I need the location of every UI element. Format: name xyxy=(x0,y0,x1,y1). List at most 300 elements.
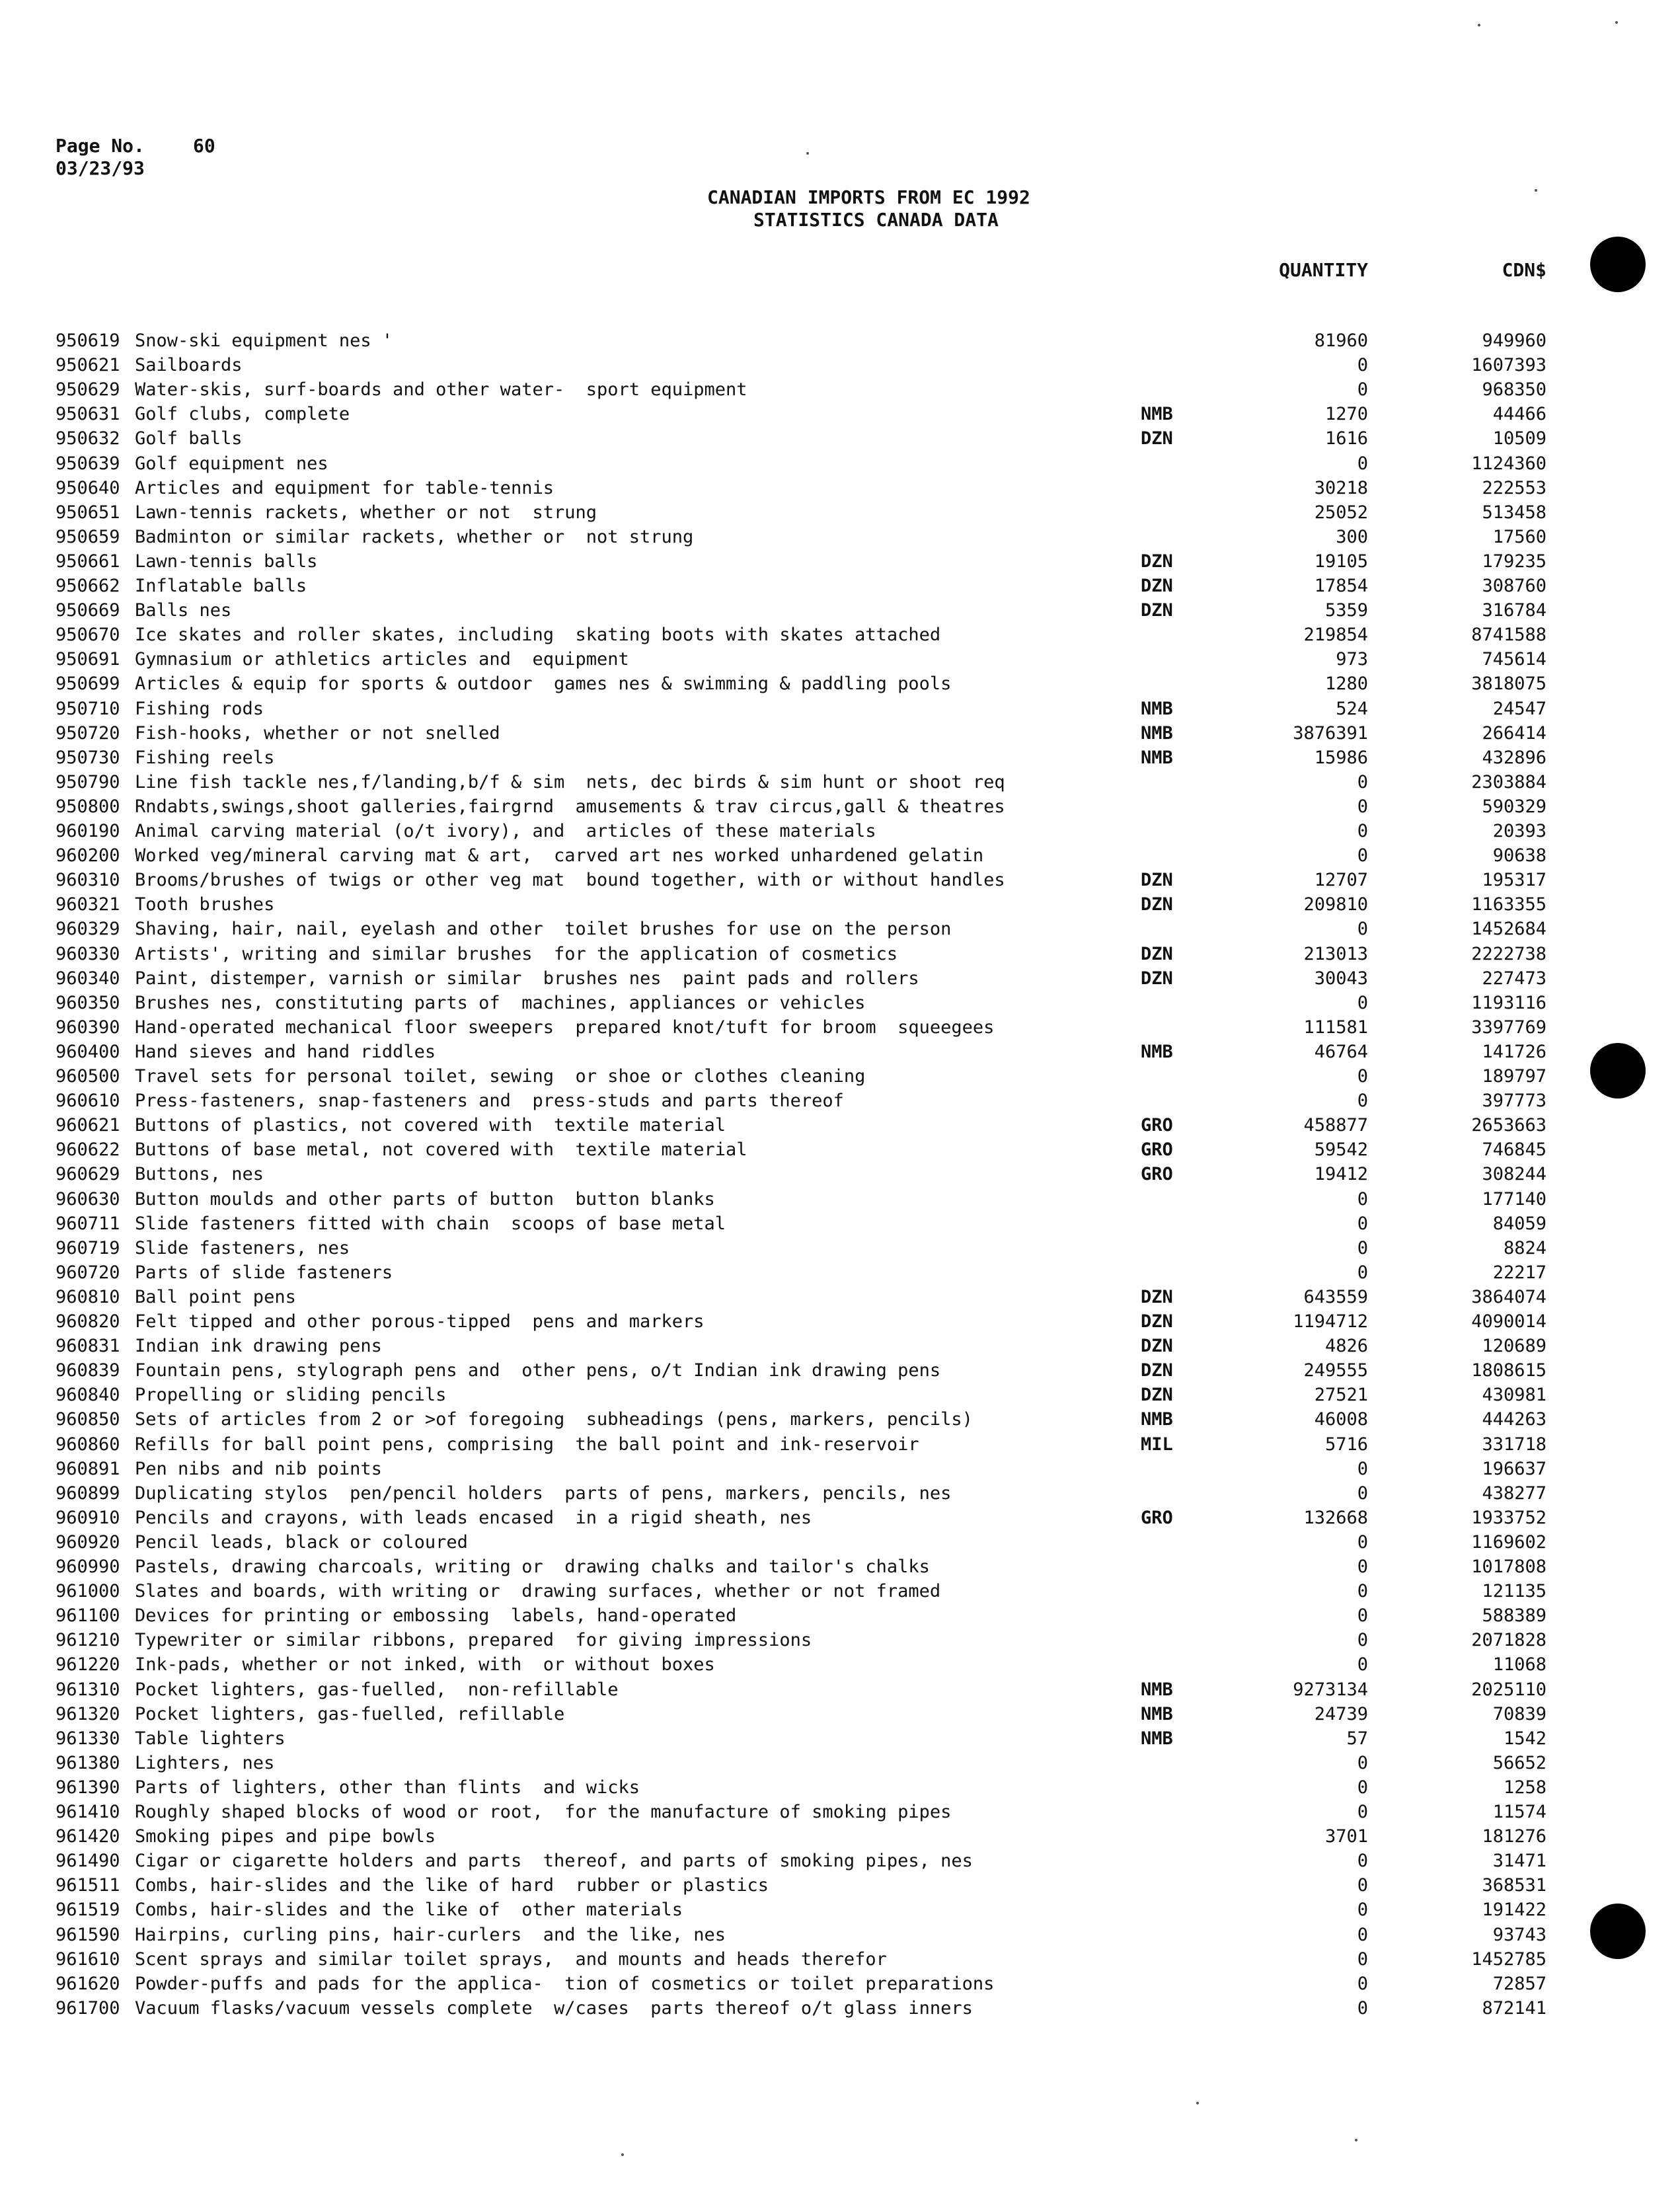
row-description: Worked veg/mineral carving mat & art, carved art nes worked unhardened gelatin xyxy=(135,845,984,866)
row-code: 961700 xyxy=(56,1997,120,2019)
row-value: 121135 xyxy=(1482,1581,1546,1602)
row-value: 430981 xyxy=(1482,1385,1546,1406)
row-unit: DZN xyxy=(1141,1336,1173,1357)
row-unit: NMB xyxy=(1141,747,1173,768)
row-description: Ice skates and roller skates, including skating boots with skates attached xyxy=(135,625,941,646)
row-value: 2653663 xyxy=(1471,1115,1546,1136)
row-description: Fishing rods xyxy=(135,698,264,719)
row-code: 950670 xyxy=(56,625,120,646)
row-value: 444263 xyxy=(1482,1409,1546,1430)
row-code: 950720 xyxy=(56,722,120,744)
row-unit: GRO xyxy=(1141,1139,1173,1161)
row-description: Refills for ball point pens, comprising the ball point and ink-reservoir xyxy=(135,1434,919,1455)
row-description: Water-skis, surf-boards and other water- sport equipment xyxy=(135,379,747,401)
row-value: 308760 xyxy=(1482,576,1546,596)
row-description: Pen nibs and nib points xyxy=(135,1458,382,1479)
row-unit: NMB xyxy=(1141,1679,1173,1700)
row-value: 1452684 xyxy=(1471,919,1546,940)
row-code: 960810 xyxy=(56,1286,120,1307)
row-quantity: 132668 xyxy=(1303,1507,1368,1528)
row-code: 950631 xyxy=(56,404,120,425)
row-quantity: 0 xyxy=(1357,1997,1368,2019)
row-description: Scent sprays and similar toilet sprays, and mounts and heads therefor xyxy=(135,1948,887,1970)
row-quantity: 973 xyxy=(1336,649,1368,670)
row-value: 120689 xyxy=(1482,1336,1546,1357)
row-quantity: 0 xyxy=(1357,1924,1368,1945)
row-value: 513458 xyxy=(1482,502,1546,523)
row-quantity: 0 xyxy=(1357,845,1368,866)
row-code: 950621 xyxy=(56,355,120,376)
row-unit: NMB xyxy=(1141,1703,1173,1724)
row-code: 950662 xyxy=(56,576,120,596)
row-quantity: 24739 xyxy=(1314,1703,1368,1724)
row-unit: DZN xyxy=(1141,968,1173,989)
row-code: 960329 xyxy=(56,919,120,940)
row-value: 1258 xyxy=(1503,1777,1546,1798)
row-quantity: 0 xyxy=(1357,1458,1368,1479)
row-quantity: 19105 xyxy=(1314,551,1368,572)
row-description: Powder-puffs and pads for the applica- tion of cosmetics or toilet preparations xyxy=(135,1973,995,1994)
row-quantity: 0 xyxy=(1357,992,1368,1013)
row-description: Pocket lighters, gas-fuelled, non-refillable xyxy=(135,1679,619,1700)
row-code: 960860 xyxy=(56,1434,120,1455)
row-code: 960321 xyxy=(56,894,120,915)
row-quantity: 25052 xyxy=(1314,502,1368,523)
row-quantity: 209810 xyxy=(1303,894,1368,915)
row-code: 960350 xyxy=(56,992,120,1013)
row-value: 8741588 xyxy=(1471,625,1546,646)
row-unit: DZN xyxy=(1141,1311,1173,1332)
row-description: Slide fasteners, nes xyxy=(135,1237,350,1258)
binder-hole-top xyxy=(1590,237,1646,292)
row-value: 1933752 xyxy=(1471,1507,1546,1528)
row-quantity: 0 xyxy=(1357,1875,1368,1896)
row-unit: NMB xyxy=(1141,404,1173,425)
row-quantity: 3701 xyxy=(1324,1826,1368,1847)
row-quantity: 0 xyxy=(1357,1531,1368,1553)
row-code: 960630 xyxy=(56,1188,120,1210)
row-unit: GRO xyxy=(1141,1507,1173,1528)
row-quantity: 57 xyxy=(1346,1728,1368,1749)
scan-speck xyxy=(1615,21,1618,24)
row-description: Lawn-tennis balls xyxy=(135,551,318,572)
binder-hole-bottom xyxy=(1590,1904,1646,1959)
row-code: 960711 xyxy=(56,1213,120,1234)
row-quantity: 59542 xyxy=(1314,1139,1368,1161)
row-value: 3818075 xyxy=(1471,674,1546,695)
row-value: 3397769 xyxy=(1471,1017,1546,1038)
row-unit: NMB xyxy=(1141,1728,1173,1749)
row-value: 1808615 xyxy=(1471,1360,1546,1381)
row-quantity: 15986 xyxy=(1314,747,1368,768)
row-code: 960330 xyxy=(56,943,120,964)
row-value: 746845 xyxy=(1482,1139,1546,1161)
row-unit: DZN xyxy=(1141,1286,1173,1307)
row-code: 950800 xyxy=(56,796,120,817)
row-code: 950730 xyxy=(56,747,120,768)
row-quantity: 0 xyxy=(1357,1557,1368,1577)
row-value: 10509 xyxy=(1492,428,1546,449)
row-quantity: 0 xyxy=(1357,1948,1368,1970)
row-description: Button moulds and other parts of button button blanks xyxy=(135,1188,715,1210)
row-quantity: 111581 xyxy=(1303,1017,1368,1038)
row-code: 950699 xyxy=(56,674,120,695)
row-description: Rndabts,swings,shoot galleries,fairgrnd amusements & trav circus,gall & theatres xyxy=(135,796,1005,817)
row-quantity: 458877 xyxy=(1303,1115,1368,1136)
row-value: 588389 xyxy=(1482,1605,1546,1627)
row-value: 191422 xyxy=(1482,1900,1546,1921)
row-code: 960390 xyxy=(56,1017,120,1038)
row-quantity: 0 xyxy=(1357,796,1368,817)
row-quantity: 0 xyxy=(1357,1091,1368,1112)
row-value: 222553 xyxy=(1482,477,1546,498)
row-code: 960200 xyxy=(56,845,120,866)
row-quantity: 0 xyxy=(1357,1581,1368,1602)
row-description: Cigar or cigarette holders and parts thereof, and parts of smoking pipes, nes xyxy=(135,1851,973,1872)
row-unit: DZN xyxy=(1141,428,1173,449)
scan-speck xyxy=(1478,24,1480,26)
row-description: Duplicating stylos pen/pencil holders parts of pens, markers, pencils, nes xyxy=(135,1483,952,1504)
row-code: 960850 xyxy=(56,1409,120,1430)
row-value: 1169602 xyxy=(1471,1531,1546,1553)
row-code: 960340 xyxy=(56,968,120,989)
row-value: 745614 xyxy=(1482,649,1546,670)
row-quantity: 0 xyxy=(1357,379,1368,401)
row-description: Devices for printing or embossing labels, hand-operated xyxy=(135,1605,737,1627)
row-value: 2025110 xyxy=(1471,1679,1546,1700)
row-description: Line fish tackle nes,f/landing,b/f & sim nets, dec birds & sim hunt or shoot req xyxy=(135,771,1005,792)
row-description: Pastels, drawing charcoals, writing or drawing chalks and tailor's chalks xyxy=(135,1557,930,1577)
row-code: 950651 xyxy=(56,502,120,523)
row-quantity: 1616 xyxy=(1324,428,1368,449)
row-unit: DZN xyxy=(1141,576,1173,596)
row-quantity: 19412 xyxy=(1314,1164,1368,1185)
scan-speck xyxy=(1196,2102,1199,2104)
row-quantity: 0 xyxy=(1357,1777,1368,1798)
row-unit: MIL xyxy=(1141,1434,1173,1455)
row-description: Parts of lighters, other than flints and wicks xyxy=(135,1777,640,1798)
report-date: 03/23/93 xyxy=(56,157,145,179)
row-quantity: 1270 xyxy=(1324,404,1368,425)
scan-speck xyxy=(1535,189,1537,192)
row-quantity: 0 xyxy=(1357,1262,1368,1283)
row-quantity: 0 xyxy=(1357,1900,1368,1921)
row-value: 72857 xyxy=(1492,1973,1546,1994)
row-unit: DZN xyxy=(1141,1360,1173,1381)
row-quantity: 0 xyxy=(1357,1237,1368,1258)
row-code: 960610 xyxy=(56,1091,120,1112)
row-value: 368531 xyxy=(1482,1875,1546,1896)
row-value: 17560 xyxy=(1492,526,1546,547)
row-description: Felt tipped and other porous-tipped pens and markers xyxy=(135,1311,705,1332)
row-quantity: 30218 xyxy=(1314,477,1368,498)
row-unit: GRO xyxy=(1141,1164,1173,1185)
row-quantity: 0 xyxy=(1357,1483,1368,1504)
row-description: Sets of articles from 2 or >of foregoing subheadings (pens, markers, pencils) xyxy=(135,1409,973,1430)
row-value: 1124360 xyxy=(1471,453,1546,474)
row-description: Lighters, nes xyxy=(135,1752,275,1773)
row-code: 961590 xyxy=(56,1924,120,1945)
row-description: Hand sieves and hand riddles xyxy=(135,1041,436,1062)
row-value: 93743 xyxy=(1492,1924,1546,1945)
row-value: 24547 xyxy=(1492,698,1546,719)
row-value: 44466 xyxy=(1492,404,1546,425)
row-code: 960920 xyxy=(56,1531,120,1553)
row-unit: NMB xyxy=(1141,698,1173,719)
row-description: Articles and equipment for table-tennis xyxy=(135,477,554,498)
row-unit: GRO xyxy=(1141,1115,1173,1136)
row-value: 949960 xyxy=(1482,330,1546,351)
row-description: Golf clubs, complete xyxy=(135,404,350,425)
row-code: 950640 xyxy=(56,477,120,498)
row-unit: DZN xyxy=(1141,870,1173,891)
row-value: 11574 xyxy=(1492,1802,1546,1822)
row-code: 961210 xyxy=(56,1630,120,1651)
row-description: Typewriter or similar ribbons, prepared for giving impressions xyxy=(135,1630,812,1651)
row-code: 950629 xyxy=(56,379,120,401)
row-quantity: 0 xyxy=(1357,1654,1368,1675)
row-value: 590329 xyxy=(1482,796,1546,817)
row-code: 950790 xyxy=(56,771,120,792)
row-quantity: 0 xyxy=(1357,1630,1368,1651)
row-description: Combs, hair-slides and the like of other materials xyxy=(135,1900,683,1921)
row-value: 1163355 xyxy=(1471,894,1546,915)
row-value: 189797 xyxy=(1482,1066,1546,1087)
row-quantity: 4826 xyxy=(1324,1336,1368,1357)
row-code: 960910 xyxy=(56,1507,120,1528)
row-quantity: 1280 xyxy=(1324,674,1368,695)
row-quantity: 643559 xyxy=(1303,1286,1368,1307)
row-description: Indian ink drawing pens xyxy=(135,1336,382,1357)
row-description: Pencils and crayons, with leads encased in a rigid sheath, nes xyxy=(135,1507,812,1528)
row-code: 960400 xyxy=(56,1041,120,1062)
row-code: 960629 xyxy=(56,1164,120,1185)
row-code: 960310 xyxy=(56,870,120,891)
row-value: 196637 xyxy=(1482,1458,1546,1479)
row-quantity: 17854 xyxy=(1314,576,1368,596)
row-code: 960891 xyxy=(56,1458,120,1479)
scan-speck xyxy=(806,152,809,155)
row-value: 1193116 xyxy=(1471,992,1546,1013)
row-code: 960820 xyxy=(56,1311,120,1332)
row-code: 961000 xyxy=(56,1581,120,1602)
row-code: 950632 xyxy=(56,428,120,449)
row-value: 181276 xyxy=(1482,1826,1546,1847)
row-quantity: 5716 xyxy=(1324,1434,1368,1455)
row-quantity: 12707 xyxy=(1314,870,1368,891)
row-code: 960500 xyxy=(56,1066,120,1087)
row-quantity: 300 xyxy=(1336,526,1368,547)
row-value: 177140 xyxy=(1482,1188,1546,1210)
row-code: 960990 xyxy=(56,1557,120,1577)
row-code: 961420 xyxy=(56,1826,120,1847)
row-description: Ball point pens xyxy=(135,1286,296,1307)
quantity-column-header: QUANTITY xyxy=(1279,259,1368,281)
page-number: 60 xyxy=(193,135,215,157)
row-quantity: 0 xyxy=(1357,821,1368,841)
report-subtitle: STATISTICS CANADA DATA xyxy=(753,209,999,231)
row-quantity: 0 xyxy=(1357,771,1368,792)
row-code: 950659 xyxy=(56,526,120,547)
row-description: Snow-ski equipment nes ' xyxy=(135,330,393,351)
row-description: Slates and boards, with writing or drawing surfaces, whether or not framed xyxy=(135,1581,941,1602)
row-code: 950691 xyxy=(56,649,120,670)
row-unit: NMB xyxy=(1141,1041,1173,1062)
row-value: 84059 xyxy=(1492,1213,1546,1234)
row-description: Pencil leads, black or coloured xyxy=(135,1531,468,1553)
row-value: 4090014 xyxy=(1471,1311,1546,1332)
row-quantity: 27521 xyxy=(1314,1385,1368,1406)
row-unit: DZN xyxy=(1141,894,1173,915)
row-value: 11068 xyxy=(1492,1654,1546,1675)
row-code: 960190 xyxy=(56,821,120,841)
row-description: Sailboards xyxy=(135,355,243,376)
row-description: Pocket lighters, gas-fuelled, refillable xyxy=(135,1703,565,1724)
scan-speck xyxy=(621,2153,624,2156)
row-code: 950661 xyxy=(56,551,120,572)
row-code: 961519 xyxy=(56,1900,120,1921)
row-quantity: 0 xyxy=(1357,1752,1368,1773)
row-value: 2222738 xyxy=(1471,943,1546,964)
row-value: 2303884 xyxy=(1471,771,1546,792)
row-code: 950669 xyxy=(56,600,120,621)
row-description: Buttons of base metal, not covered with textile material xyxy=(135,1139,747,1161)
row-quantity: 30043 xyxy=(1314,968,1368,989)
row-value: 22217 xyxy=(1492,1262,1546,1283)
row-quantity: 0 xyxy=(1357,1605,1368,1627)
row-code: 961490 xyxy=(56,1851,120,1872)
row-value: 1607393 xyxy=(1471,355,1546,376)
row-description: Animal carving material (o/t ivory), and articles of these materials xyxy=(135,821,876,841)
row-description: Fishing reels xyxy=(135,747,275,768)
row-quantity: 1194712 xyxy=(1293,1311,1368,1332)
row-code: 961610 xyxy=(56,1948,120,1970)
row-code: 960719 xyxy=(56,1237,120,1258)
row-code: 960831 xyxy=(56,1336,120,1357)
row-description: Golf balls xyxy=(135,428,243,449)
row-value: 1452785 xyxy=(1471,1948,1546,1970)
row-code: 961380 xyxy=(56,1752,120,1773)
row-description: Articles & equip for sports & outdoor games nes & swimming & paddling pools xyxy=(135,674,952,695)
row-description: Table lighters xyxy=(135,1728,286,1749)
binder-hole-middle xyxy=(1590,1043,1646,1098)
row-unit: NMB xyxy=(1141,722,1173,744)
row-description: Tooth brushes xyxy=(135,894,275,915)
row-quantity: 81960 xyxy=(1314,330,1368,351)
row-code: 961330 xyxy=(56,1728,120,1749)
row-description: Brushes nes, constituting parts of machines, appliances or vehicles xyxy=(135,992,866,1013)
row-code: 960621 xyxy=(56,1115,120,1136)
row-quantity: 524 xyxy=(1336,698,1368,719)
row-description: Slide fasteners fitted with chain scoops of base metal xyxy=(135,1213,726,1234)
row-description: Inflatable balls xyxy=(135,576,307,596)
row-value: 90638 xyxy=(1492,845,1546,866)
row-quantity: 0 xyxy=(1357,1213,1368,1234)
row-quantity: 0 xyxy=(1357,453,1368,474)
row-value: 2071828 xyxy=(1471,1630,1546,1651)
row-description: Hand-operated mechanical floor sweepers prepared knot/tuft for broom squeegees xyxy=(135,1017,995,1038)
row-value: 438277 xyxy=(1482,1483,1546,1504)
row-description: Press-fasteners, snap-fasteners and press-studs and parts thereof xyxy=(135,1091,844,1112)
row-quantity: 0 xyxy=(1357,919,1368,940)
row-code: 961100 xyxy=(56,1605,120,1627)
page-label: Page No. xyxy=(56,135,145,157)
row-code: 961410 xyxy=(56,1802,120,1822)
row-value: 308244 xyxy=(1482,1164,1546,1185)
row-code: 961320 xyxy=(56,1703,120,1724)
row-quantity: 249555 xyxy=(1303,1360,1368,1381)
row-quantity: 213013 xyxy=(1303,943,1368,964)
row-description: Buttons of plastics, not covered with textile material xyxy=(135,1115,726,1136)
row-code: 960622 xyxy=(56,1139,120,1161)
row-value: 968350 xyxy=(1482,379,1546,401)
row-unit: DZN xyxy=(1141,943,1173,964)
row-code: 961390 xyxy=(56,1777,120,1798)
row-value: 432896 xyxy=(1482,747,1546,768)
row-code: 950619 xyxy=(56,330,120,351)
row-code: 961620 xyxy=(56,1973,120,1994)
row-code: 960720 xyxy=(56,1262,120,1283)
row-value: 31471 xyxy=(1492,1851,1546,1872)
row-quantity: 0 xyxy=(1357,1973,1368,1994)
row-value: 872141 xyxy=(1482,1997,1546,2019)
row-value: 179235 xyxy=(1482,551,1546,572)
row-code: 960840 xyxy=(56,1385,120,1406)
row-description: Roughly shaped blocks of wood or root, for the manufacture of smoking pipes xyxy=(135,1802,952,1822)
row-description: Brooms/brushes of twigs or other veg mat bound together, with or without handles xyxy=(135,870,1005,891)
row-value: 1017808 xyxy=(1471,1557,1546,1577)
row-value: 3864074 xyxy=(1471,1286,1546,1307)
row-value: 266414 xyxy=(1482,722,1546,744)
row-description: Propelling or sliding pencils xyxy=(135,1385,447,1406)
row-quantity: 0 xyxy=(1357,1066,1368,1087)
row-value: 56652 xyxy=(1492,1752,1546,1773)
row-quantity: 0 xyxy=(1357,1188,1368,1210)
row-value: 70839 xyxy=(1492,1703,1546,1724)
row-description: Badminton or similar rackets, whether or not strung xyxy=(135,526,694,547)
row-quantity: 46764 xyxy=(1314,1041,1368,1062)
row-value: 195317 xyxy=(1482,870,1546,891)
row-value: 20393 xyxy=(1492,821,1546,841)
row-description: Hairpins, curling pins, hair-curlers and the like, nes xyxy=(135,1924,726,1945)
scan-speck xyxy=(1355,2139,1357,2141)
row-value: 331718 xyxy=(1482,1434,1546,1455)
row-code: 960839 xyxy=(56,1360,120,1381)
row-unit: DZN xyxy=(1141,1385,1173,1406)
row-description: Artists', writing and similar brushes for the application of cosmetics xyxy=(135,943,898,964)
row-code: 961310 xyxy=(56,1679,120,1700)
row-unit: DZN xyxy=(1141,600,1173,621)
row-description: Ink-pads, whether or not inked, with or without boxes xyxy=(135,1654,715,1675)
row-code: 961511 xyxy=(56,1875,120,1896)
row-quantity: 5359 xyxy=(1324,600,1368,621)
row-code: 961220 xyxy=(56,1654,120,1675)
row-description: Smoking pipes and pipe bowls xyxy=(135,1826,436,1847)
row-description: Paint, distemper, varnish or similar brushes nes paint pads and rollers xyxy=(135,968,919,989)
row-quantity: 3876391 xyxy=(1293,722,1368,744)
row-description: Fish-hooks, whether or not snelled xyxy=(135,722,500,744)
row-description: Parts of slide fasteners xyxy=(135,1262,393,1283)
row-code: 950710 xyxy=(56,698,120,719)
row-code: 950639 xyxy=(56,453,120,474)
row-quantity: 0 xyxy=(1357,355,1368,376)
row-description: Vacuum flasks/vacuum vessels complete w/cases parts thereof o/t glass inners xyxy=(135,1997,973,2019)
row-value: 316784 xyxy=(1482,600,1546,621)
row-description: Combs, hair-slides and the like of hard rubber or plastics xyxy=(135,1875,769,1896)
row-unit: NMB xyxy=(1141,1409,1173,1430)
row-quantity: 219854 xyxy=(1303,625,1368,646)
row-value: 227473 xyxy=(1482,968,1546,989)
